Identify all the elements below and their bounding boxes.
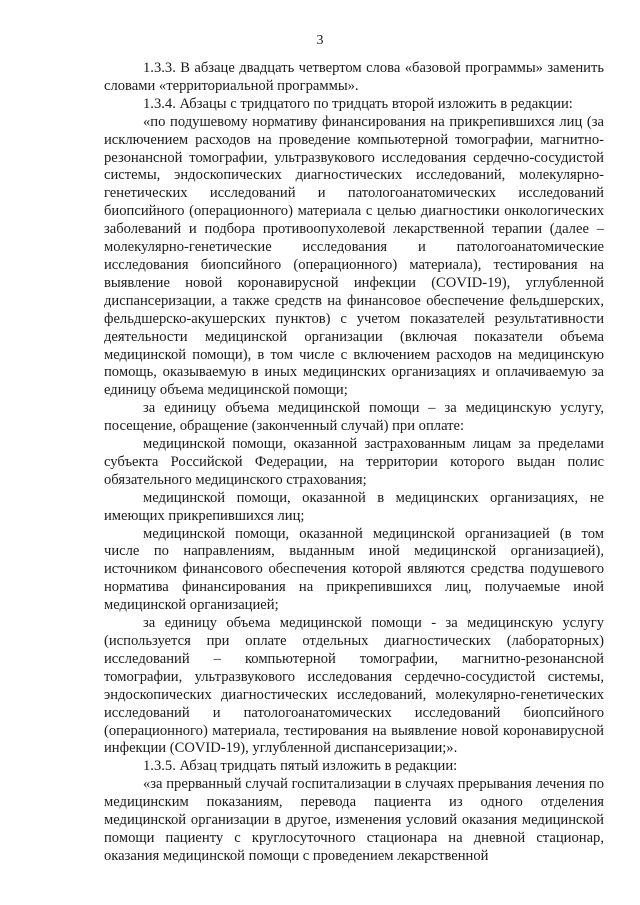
document-body — [104, 60, 604, 866]
page-number: 3 — [316, 33, 324, 48]
paragraph-1-3-5-heading: 1.3.5. Абзац тридцать пятый изложить в редакции: — [143, 758, 458, 775]
paragraph-insured-outside-region: медицинской помощи, оказанной застрахованным лицам за пределами субъекта Российской Федерации, на территории которого выдан полис обязательного медицинского страхования; — [104, 436, 604, 488]
paragraph-no-attached-persons: медицинской помощи, оказанной в медицинских организациях, не имеющих прикрепившихся лиц; — [104, 489, 604, 524]
paragraph-medical-service-unit: за единицу объема медицинской помощи - за медицинскую услугу (используется при оплате отдельных диагностических (лабораторных) исследований – компьютерной томографии, магнитно-резонансной томографии, ультразвукового исследования сердечно-сосудистой системы, эндоскопических диагностических исследований, молекулярно-генетических исследований и патологоанатомических исследований биопсийного (операционного) материала, тестирования на выявление новой коронавирусной инфекции (COVID-19), углубленной диспансеризации;». — [104, 615, 604, 757]
paragraph-interrupted-hospitalization: «за прерванный случай госпитализации в случаях прерывания лечения по медицинским показаниям, перевода пациента из одного отделения медицинской организации в другое, изменения условий оказания медицинской помощи пациенту с круглосуточного стационара на дневной стационар, оказания медицинской помощи с проведением лекарственной — [104, 776, 604, 864]
paragraph-capitation-norm: «по подушевому нормативу финансирования на прикрепившихся лиц (за исключением расходов на проведение компьютерной томографии, магнитно-резонансной томографии, ультразвукового исследования сердечно-сосудистой системы, эндоскопических диагностических исследований, молекулярно-генетических исследований и патологоанатомических исследований биопсийного (операционного) материала с целью диагностики онкологических заболеваний и подбора противоопухолевой лекарственной терапии (далее – молекулярно-генетические исследования и патологоанатомические исследования биопсийного (операционного) материала), тестирования на выявление новой коронавирусной инфекции (COVID-19), углубленной диспансеризации, а также средств на финансовое обеспечение фельдшерских, фельдшерско-акушерских пунктов) с учетом показателей результативности деятельности медицинской организации (включая показатели объема медицинской помощи), в том числе с включением расходов на медицинскую помощь, оказываемую в иных медицинских организациях и оплачиваемую за единицу объема медицинской помощи; — [104, 113, 604, 399]
paragraph-unit-volume-payment: за единицу объема медицинской помощи – за медицинскую услугу, посещение, обращение (законченный случай) при оплате: — [104, 400, 604, 435]
paragraph-referrals: медицинской помощи, оказанной медицинской организацией (в том числе по направлениям, выданным иной медицинской организацией), источником финансового обеспечения которой являются средства подушевого норматива финансирования на прикрепившихся лиц, получаемые иной медицинской организацией; — [104, 525, 604, 614]
paragraph-1-3-4-heading: 1.3.4. Абзацы с тридцатого по тридцать второй изложить в редакции: — [143, 95, 573, 112]
paragraph-1-3-3: 1.3.3. В абзаце двадцать четвертом слова «базовой программы» заменить словами «территориальной программы». — [104, 60, 604, 94]
